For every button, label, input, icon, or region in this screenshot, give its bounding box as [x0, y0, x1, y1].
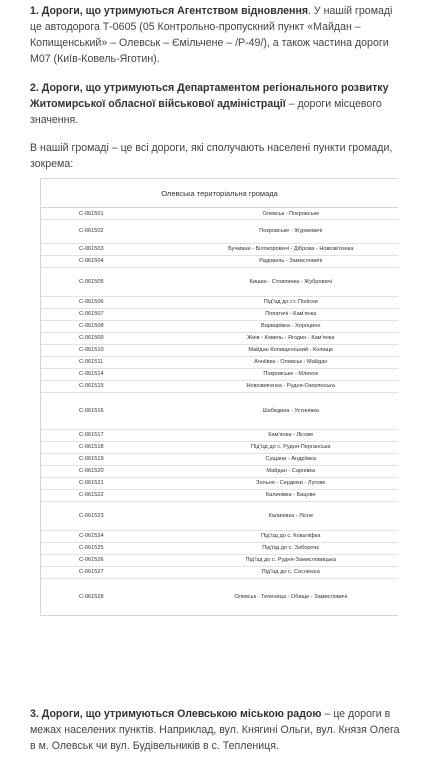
intro-paragraph: В нашій громаді – це всі дороги, які сполучають населені пункти громади, зокрема: [30, 142, 393, 170]
road-code-cell: С-061522 [41, 489, 220, 501]
table-row [41, 308, 398, 320]
table-row [41, 332, 398, 344]
table-row [41, 296, 398, 308]
table-row [41, 368, 398, 380]
road-code-cell: С-061523 [41, 501, 220, 530]
table-row [41, 477, 398, 489]
road-code-cell: С-061514 [41, 368, 220, 380]
roads-table [41, 179, 398, 615]
road-route-cell: Зольня - Сердюки - Лугове [220, 477, 399, 489]
road-route-cell: Майдан - Сарнівка [220, 465, 399, 477]
table-row [41, 453, 398, 465]
road-route-cell: Кишин - Стовпинка - Жубровичі [220, 267, 399, 296]
section-1-heading: 1. Дороги, що утримуються Агентством відновлення [30, 5, 309, 17]
road-route-cell: Сущани - Андріївка [220, 453, 399, 465]
road-code-cell: С-061525 [41, 542, 220, 554]
road-code-cell: С-061510 [41, 344, 220, 356]
road-code-cell: С-061502 [41, 220, 220, 244]
table-body [41, 208, 398, 615]
table-row [41, 380, 398, 392]
table-row [41, 489, 398, 501]
table-row [41, 220, 398, 244]
table-row [41, 356, 398, 368]
road-code-cell: С-061519 [41, 453, 220, 465]
table-row [41, 530, 398, 542]
road-route-cell: Шабедина - Устинівка [220, 392, 399, 429]
road-route-cell: Бучмани - Білокоровичі - Діброва - Новозв'язнка [220, 243, 399, 255]
road-code-cell: С-061505 [41, 267, 220, 296]
road-route-cell: Ачніївка - Олевськ - Майдан [220, 356, 399, 368]
table-row [41, 344, 398, 356]
table-row [41, 554, 398, 566]
road-code-cell: С-061506 [41, 296, 220, 308]
road-route-cell: Під'їзд до с. Сосніеєка [220, 566, 399, 578]
table-row [41, 501, 398, 530]
road-code-cell: С-061516 [41, 392, 220, 429]
table-header: Олевська територіальна громада [41, 179, 398, 208]
road-code-cell: С-061504 [41, 255, 220, 267]
road-route-cell: Калинівка - Лісне [220, 501, 399, 530]
table-row [41, 578, 398, 615]
section-3-paragraph [30, 706, 406, 754]
road-route-cell: Олевськ - Теленица - Обище - Замисловичі [220, 578, 399, 615]
table-row [41, 542, 398, 554]
road-route-cell: Покровське - Млинок [220, 368, 399, 380]
table-row [41, 429, 398, 441]
table-row [41, 566, 398, 578]
table-row [41, 320, 398, 332]
section-2-heading: 2. Дороги, що утримуються Департаментом регіонального розвитку Житомирської обласної військової адміністрації [30, 82, 389, 110]
road-code-cell: С-061524 [41, 530, 220, 542]
road-code-cell: С-061517 [41, 429, 220, 441]
road-code-cell: С-061520 [41, 465, 220, 477]
table-row [41, 465, 398, 477]
road-route-cell: Олевськ - Покровське [220, 208, 399, 220]
road-route-cell: Варварівка - Хороцине [220, 320, 399, 332]
section-3-heading: 3. Дороги, що утримуються Олевською міською радою [30, 708, 322, 720]
road-code-cell: С-061526 [41, 554, 220, 566]
section-1-text: . У нашій громаді це автодорога Т-0605 (05 Контрольно-пропускний пункт «Майдан – Копищенський» – Олевськ – Ємільчене – /Р-49/), а також частина дороги М07 (Київ-Ковель-Яготин). [30, 5, 393, 65]
road-route-cell: Покровське - Журжевичі [220, 220, 399, 244]
road-code-cell: С-061528 [41, 578, 220, 615]
road-code-cell: С-061509 [41, 332, 220, 344]
road-route-cell: Під'їзд до с. Рудня-Замисловицька [220, 554, 399, 566]
road-route-cell: Новозвягенка - Рудня-Озерянська [220, 380, 399, 392]
table-row [41, 208, 398, 220]
table-row [41, 441, 398, 453]
road-route-cell: Під'їзд до ст. Поліски [220, 296, 399, 308]
road-route-cell: Під'їзд до с. Коваліфка [220, 530, 399, 542]
table-row [41, 255, 398, 267]
road-code-cell: С-061508 [41, 320, 220, 332]
road-route-cell: Під'їзд до с. Рудня-Перганська [220, 441, 399, 453]
road-code-cell: С-061515 [41, 380, 220, 392]
road-code-cell: С-061503 [41, 243, 220, 255]
road-code-cell: С-061521 [41, 477, 220, 489]
road-route-cell: Майдан Копищенський - Копище [220, 344, 399, 356]
road-route-cell: Радовель - Замисловичі [220, 255, 399, 267]
road-route-cell: Жиів - Ковель - Ягодин - Кам'янка [220, 332, 399, 344]
road-code-cell: С-061511 [41, 356, 220, 368]
road-code-cell: С-061501 [41, 208, 220, 220]
section-2-text: – дороги місцевого значення. [30, 98, 382, 126]
roads-table-container [40, 178, 398, 616]
section-2-paragraph [30, 80, 400, 128]
road-code-cell: С-061518 [41, 441, 220, 453]
road-code-cell: С-061527 [41, 566, 220, 578]
section-3-text: – це дороги в межах населених пунктів. Наприклад, вул. Княгині Ольги, вул. Князя Олега в м. Олевськ чи вул. Будівельників в с. Теплениця. [30, 708, 400, 752]
table-row [41, 243, 398, 255]
road-route-cell: Попатичі - Кам'янка [220, 308, 399, 320]
section-1-paragraph [30, 3, 400, 67]
road-route-cell: Під'їзд до с. Заборочє [220, 542, 399, 554]
road-code-cell: С-061507 [41, 308, 220, 320]
road-route-cell: Кам'янка - Лісове [220, 429, 399, 441]
road-route-cell: Калинівка - Бацове [220, 489, 399, 501]
table-row [41, 392, 398, 429]
table-row [41, 267, 398, 296]
